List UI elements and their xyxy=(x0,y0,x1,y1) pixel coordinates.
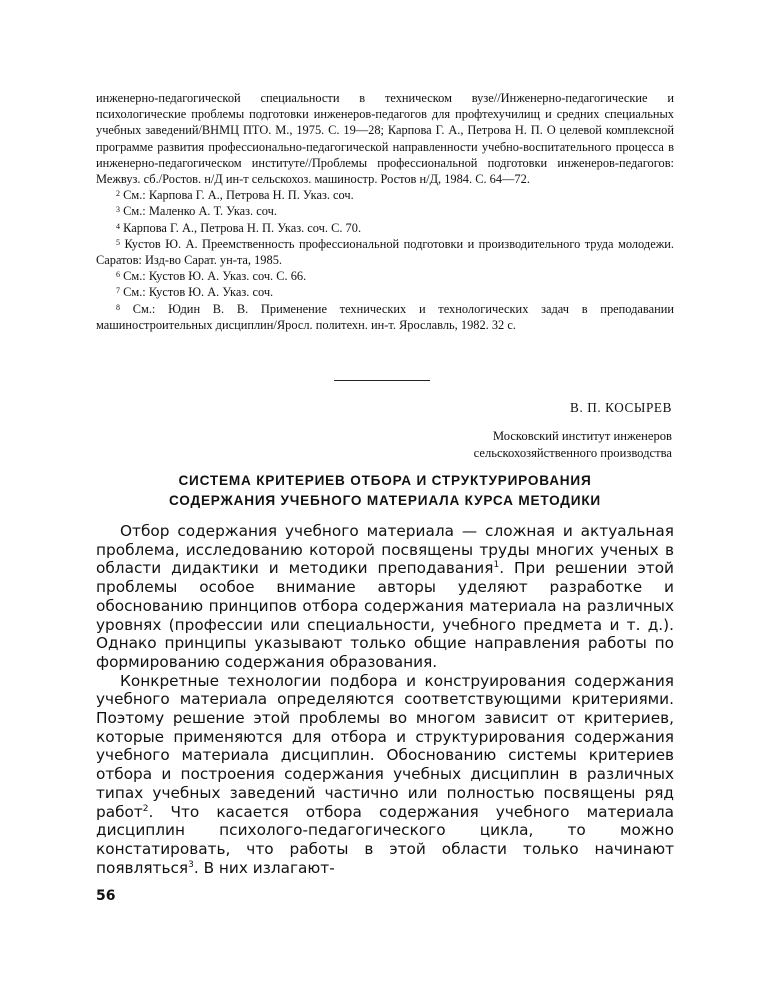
paragraph-text: . В них излагают- xyxy=(193,858,335,877)
footnote-number: 6 xyxy=(116,270,120,280)
footnote-text: См.: Юдин В. В. Применение технических и технологических задач в преподавании машиностроительных дисциплин/Яросл. политехн. ин-т. Ярославль, 1982. 32 с. xyxy=(96,301,674,332)
section-divider xyxy=(334,380,430,381)
author-affiliation xyxy=(372,428,672,461)
footnote-4 xyxy=(96,220,674,236)
paragraph-text: . Что касается отбора содержания учебного материала дисциплин психолого-педагогического цикла, то можно констатировать, что работы в этой области только начинают появляться xyxy=(96,802,674,877)
footnotes-block xyxy=(96,90,674,333)
citation-ref: 1 xyxy=(493,560,500,571)
body-paragraph xyxy=(96,522,674,672)
footnote-2 xyxy=(96,187,674,203)
footnote-number: 8 xyxy=(116,302,120,312)
footnote-number: 3 xyxy=(116,205,120,215)
page-number: 56 xyxy=(96,888,116,904)
footnote-number: 7 xyxy=(116,286,120,296)
footnote-7 xyxy=(96,284,674,300)
paragraph-text: Конкретные технологии подбора и конструирования содержания учебного материала определяются соответствующими критериями. Поэтому решение этой проблемы во многом зависит от критериев, которые применяются для отбора и структурирования содержания учебного материала дисциплин. Обоснованию системы критериев отбора и построения содержания учебных дисциплин в различных типах учебных заведений частично или полностью посвящены ряд работ xyxy=(96,671,674,821)
footnote-5 xyxy=(96,236,674,268)
footnote-number: 5 xyxy=(116,237,120,247)
citation-ref: 2 xyxy=(142,803,149,814)
article-author: В. П. КОСЫРЕВ xyxy=(570,400,672,415)
citation-ref: 3 xyxy=(188,859,194,870)
footnote-text: Кустов Ю. А. Преемственность профессиональной подготовки и производительного труда молодежи. Саратов: Изд-во Сарат. ун-та, 1985. xyxy=(96,236,674,268)
footnote-text: См.: Кустов Ю. А. Указ. соч. xyxy=(123,285,274,300)
body-paragraph xyxy=(96,672,674,878)
footnote-8 xyxy=(96,301,674,333)
footnote-text: См.: Карпова Г. А., Петрова Н. П. Указ. соч. xyxy=(123,188,354,203)
article-body xyxy=(96,522,674,877)
footnote-number: 4 xyxy=(116,221,120,231)
footnote-3 xyxy=(96,203,674,219)
footnote-continuation: инженерно-педагогической специальности в техническом вузе//Инженерно-педагогические и психологические проблемы подготовки инженеров-педагогов для профтехучилищ и средних специальных учебных заведений/ВНМЦ ПТО. М., 1975. С. 19—28; Карпова Г. А., Петрова Н. П. О целевой комплексной программе развития профессионально-педагогической направленности учебно-воспитательного процесса в инженерно-педагогическом институте//Проблемы профессиональной подготовки инженеров-педагогов: Межвуз. сб./Ростов. н/Д ин-т сельскохоз. машиностр. Ростов н/Д, 1984. С. 64—72. xyxy=(96,91,674,187)
footnote-text: Карпова Г. А., Петрова Н. П. Указ. соч. С. 70. xyxy=(123,220,362,235)
affiliation-line: сельскохозяйственного производства xyxy=(473,445,672,460)
footnote-6 xyxy=(96,268,674,284)
title-line: СИСТЕМА КРИТЕРИЕВ ОТБОРА И СТРУКТУРИРОВАНИЯ xyxy=(178,473,592,488)
title-line: СОДЕРЖАНИЯ УЧЕБНОГО МАТЕРИАЛА КУРСА МЕТОДИКИ xyxy=(168,493,601,508)
footnote-number: 2 xyxy=(116,189,120,199)
footnote-text: См.: Маленко А. Т. Указ. соч. xyxy=(123,204,277,219)
affiliation-line: Московский институт инженеров xyxy=(492,429,672,443)
paragraph-text: Отбор содержания учебного материала — сложная и актуальная проблема, исследованию которой посвящены труды многих ученых в области дидактики и методики преподавания xyxy=(96,522,674,578)
article-title xyxy=(96,471,674,511)
paragraph-text: . При решении этой проблемы особое внимание авторы уделяют разработке и обоснованию принципов отбора содержания материала на различных уровнях (профессии или специальности, учебного предмета и т. д.). Однако принципы указывают только общие направления работы по формированию содержания образования. xyxy=(96,559,675,671)
footnote-text: См.: Кустов Ю. А. Указ. соч. С. 66. xyxy=(123,269,307,284)
